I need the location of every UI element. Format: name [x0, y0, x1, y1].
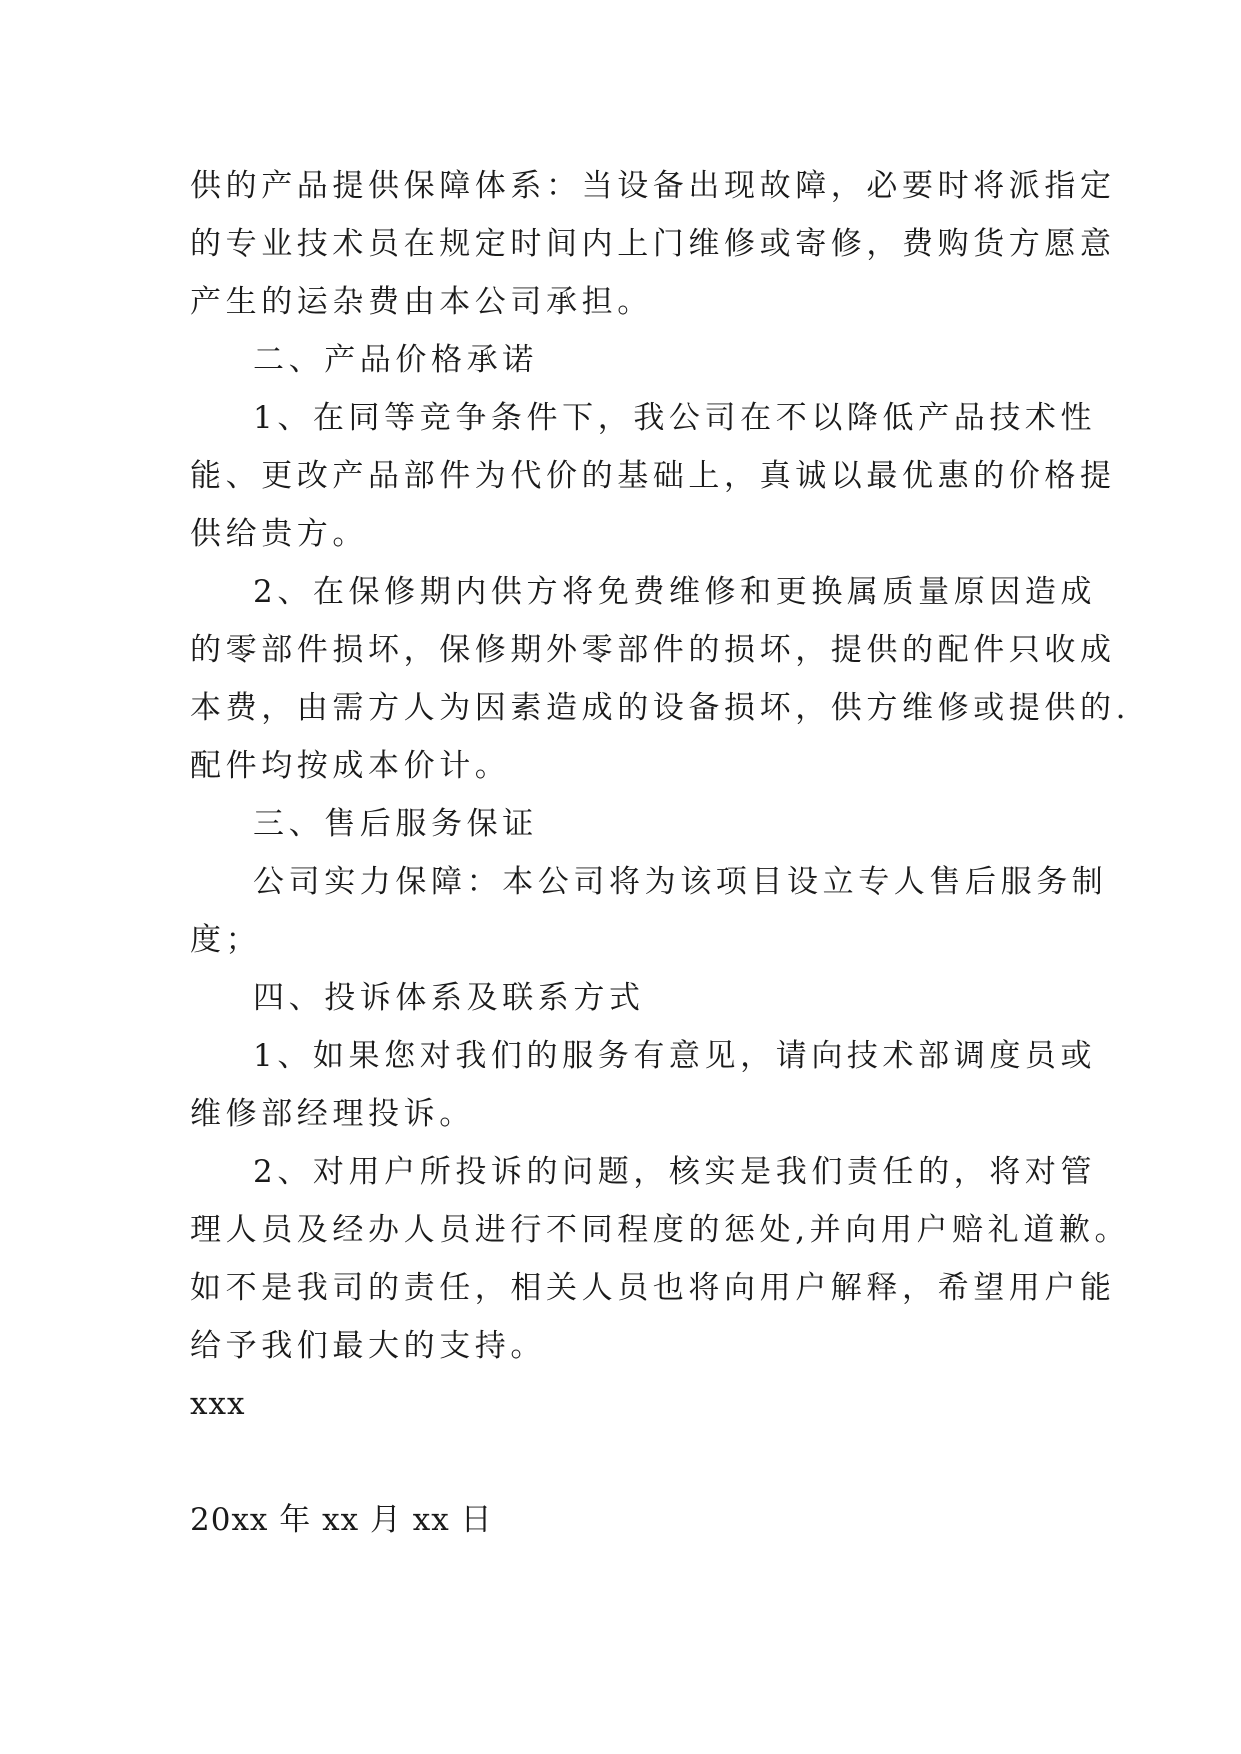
- paragraph-line: 度；: [190, 922, 262, 958]
- paragraph-line: 给予我们最大的支持。: [190, 1328, 546, 1364]
- paragraph-line: 1、如果您对我们的服务有意见，请向技术部调度员或: [253, 1038, 1097, 1074]
- section-heading: 二、产品价格承诺: [253, 342, 538, 378]
- paragraph-line: 2、在保修期内供方将免费维修和更换属质量原因造成: [253, 574, 1097, 610]
- paragraph-line: 维修部经理投诉。: [190, 1096, 475, 1132]
- paragraph-line: 的专业技术员在规定时间内上门维修或寄修，费购货方愿意: [190, 226, 1116, 262]
- paragraph-line: 1、在同等竞争条件下，我公司在不以降低产品技术性: [253, 400, 1097, 436]
- date: 20xx 年 xx 月 xx 日: [190, 1502, 493, 1538]
- paragraph-line: 供给贵方。: [190, 516, 368, 552]
- paragraph-line: 供的产品提供保障体系：当设备出现故障，必要时将派指定: [190, 168, 1116, 204]
- section-heading: 四、投诉体系及联系方式: [253, 980, 645, 1016]
- paragraph-line: 理人员及经办人员进行不同程度的惩处,并向用户赔礼道歉。: [190, 1212, 1131, 1248]
- paragraph-line: 配件均按成本价计。: [190, 748, 511, 784]
- signature: xxx: [190, 1386, 246, 1422]
- paragraph-line: 的零部件损坏，保修期外零部件的损坏，提供的配件只收成: [190, 632, 1116, 668]
- paragraph-line: 2、对用户所投诉的问题，核实是我们责任的，将对管: [253, 1154, 1097, 1190]
- paragraph-line: 如不是我司的责任，相关人员也将向用户解释，希望用户能: [190, 1270, 1116, 1306]
- paragraph-line: 公司实力保障：本公司将为该项目设立专人售后服务制: [253, 864, 1108, 900]
- paragraph-line: 本费，由需方人为因素造成的设备损坏，供方维修或提供的.: [190, 690, 1131, 726]
- section-heading: 三、售后服务保证: [253, 806, 538, 842]
- paragraph-line: 能、更改产品部件为代价的基础上，真诚以最优惠的价格提: [190, 458, 1116, 494]
- paragraph-line: 产生的运杂费由本公司承担。: [190, 284, 653, 320]
